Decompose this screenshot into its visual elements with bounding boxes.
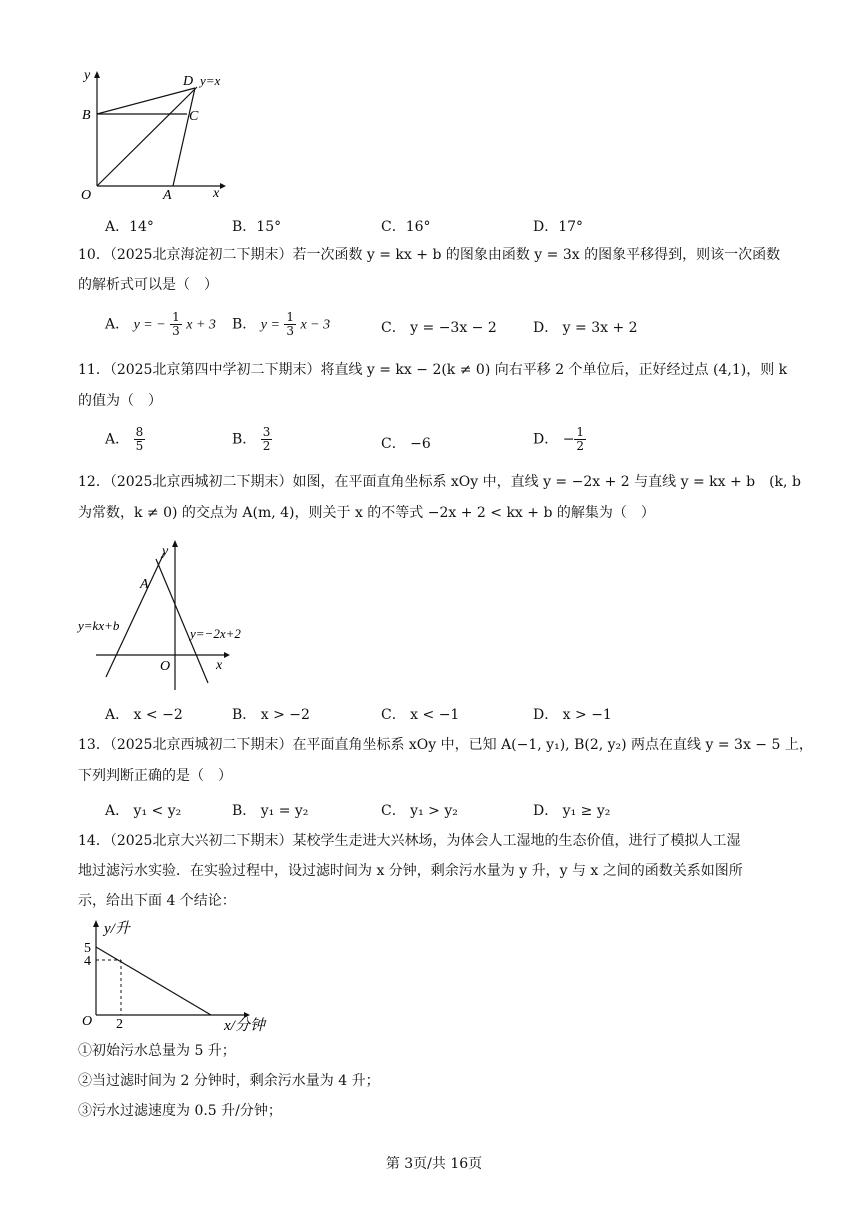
q10-text-line1: 10．（2025北京海淀初二下期末）若一次函数 y = kx + b 的图象由函数 y = 3x 的图象平移得到，则该一次函数 <box>78 247 781 263</box>
q11-option-b: B． $\frac{3}{2}$ <box>232 425 271 453</box>
fig12-O: O <box>160 659 171 674</box>
q12-option-a: A． x < −2 <box>105 707 183 723</box>
figure-q14 <box>76 915 281 1035</box>
q10-text-line2: 的解析式可以是（ ） <box>78 277 218 293</box>
q11-text-line2: 的值为（ ） <box>78 393 162 409</box>
fig9-B: B <box>82 108 91 123</box>
figure-q12 <box>76 535 266 695</box>
q10-option-c: C． y = −3x − 2 <box>381 320 497 336</box>
fig12-y-label: y <box>162 544 169 559</box>
fig14-tick-4: 4 <box>84 954 91 969</box>
fig14-tick-2: 2 <box>116 1017 123 1032</box>
figure-q9 <box>75 68 235 200</box>
q14-text-line1: 14．（2025北京大兴初二下期末）某校学生走进大兴林场，为体会人工湿地的生态价值，进行了模拟人工湿 <box>78 833 741 849</box>
q13-option-d: D． y₁ ≥ y₂ <box>533 803 611 819</box>
fig9-line-label: y=x <box>200 73 221 88</box>
q11-option-c: C． −6 <box>381 436 431 452</box>
fig12-label-left: y=kx+b <box>78 618 120 633</box>
fig9-A: A <box>163 188 172 200</box>
graph-line <box>96 947 211 1015</box>
q13-option-b: B． y₁ = y₂ <box>232 803 309 819</box>
q9-option-a: A．14° <box>105 219 154 235</box>
line-y-eq-x <box>97 87 197 186</box>
q14-text-line3: 示，给出下面 4 个结论： <box>78 893 236 909</box>
fig9-x-label: x <box>213 186 220 200</box>
fig14-y-label: y/升 <box>104 921 130 937</box>
q14-conclusion-3: ③污水过滤速度为 0.5 升/分钟； <box>78 1103 282 1119</box>
fig9-O: O <box>81 188 92 200</box>
q14-conclusion-1: ①初始污水总量为 5 升； <box>78 1043 236 1059</box>
fig14-x-label: x/分钟 <box>224 1018 265 1034</box>
fig14-O: O <box>82 1014 93 1029</box>
q13-option-a: A． y₁ < y₂ <box>105 803 182 819</box>
fig9-D: D <box>183 74 194 89</box>
q13-text-line1: 13．（2025北京西城初二下期末）在平面直角坐标系 xOy 中，已知 A(−1, y₁), B(2, y₂) 两点在直线 y = 3x − 5 上， <box>78 737 813 753</box>
q10-option-a: A． y = − $\frac{1}{3}$ x + 3 <box>105 310 216 338</box>
q13-text-line2: 下列判断正确的是（ ） <box>78 768 232 784</box>
q14-conclusion-2: ②当过滤时间为 2 分钟时，剩余污水量为 4 升； <box>78 1073 380 1089</box>
q10-option-d: D． y = 3x + 2 <box>533 320 638 336</box>
q12-text-line2: 为常数，k ≠ 0) 的交点为 A(m, 4)，则关于 x 的不等式 −2x + 2 < kx + b 的解集为（ ） <box>78 505 655 521</box>
page-footer: 第 3页/共 16页 <box>385 1156 483 1172</box>
q14-text-line2: 地过滤污水实验．在实验过程中，设过滤时间为 x 分钟，剩余污水量为 y 升，y 与 x 之间的函数关系如图所 <box>78 863 743 879</box>
q9-option-c: C．16° <box>381 219 431 235</box>
q12-option-b: B． x > −2 <box>232 707 310 723</box>
q12-text-line1: 12．（2025北京西城初二下期末）如图，在平面直角坐标系 xOy 中，直线 y = −2x + 2 与直线 y = kx + b (k, b <box>78 474 801 490</box>
q11-option-a: A． $\frac{8}{5}$ <box>105 425 144 453</box>
fig14-tick-5: 5 <box>84 941 91 956</box>
q10-option-b: B． y = $\frac{1}{3}$ x − 3 <box>232 310 331 338</box>
line-kx-b <box>106 553 164 677</box>
q11-option-d: D． − $\frac{1}{2}$ <box>533 425 585 453</box>
q12-option-d: D． x > −1 <box>533 707 612 723</box>
fig9-y-label: y <box>84 68 91 83</box>
fig12-x-label: x <box>216 658 223 673</box>
q11-text-line1: 11．（2025北京第四中学初二下期末）将直线 y = kx − 2(k ≠ 0) 向右平移 2 个单位后，正好经过点 (4,1)，则 k <box>78 362 788 378</box>
q9-option-d: D．17° <box>533 219 584 235</box>
q12-option-c: C． x < −1 <box>381 707 460 723</box>
fig12-A: A <box>140 577 149 592</box>
fig12-label-right: y=−2x+2 <box>190 626 241 641</box>
q13-option-c: C． y₁ > y₂ <box>381 803 458 819</box>
fig9-C: C <box>189 109 199 124</box>
q9-option-b: B．15° <box>232 219 282 235</box>
